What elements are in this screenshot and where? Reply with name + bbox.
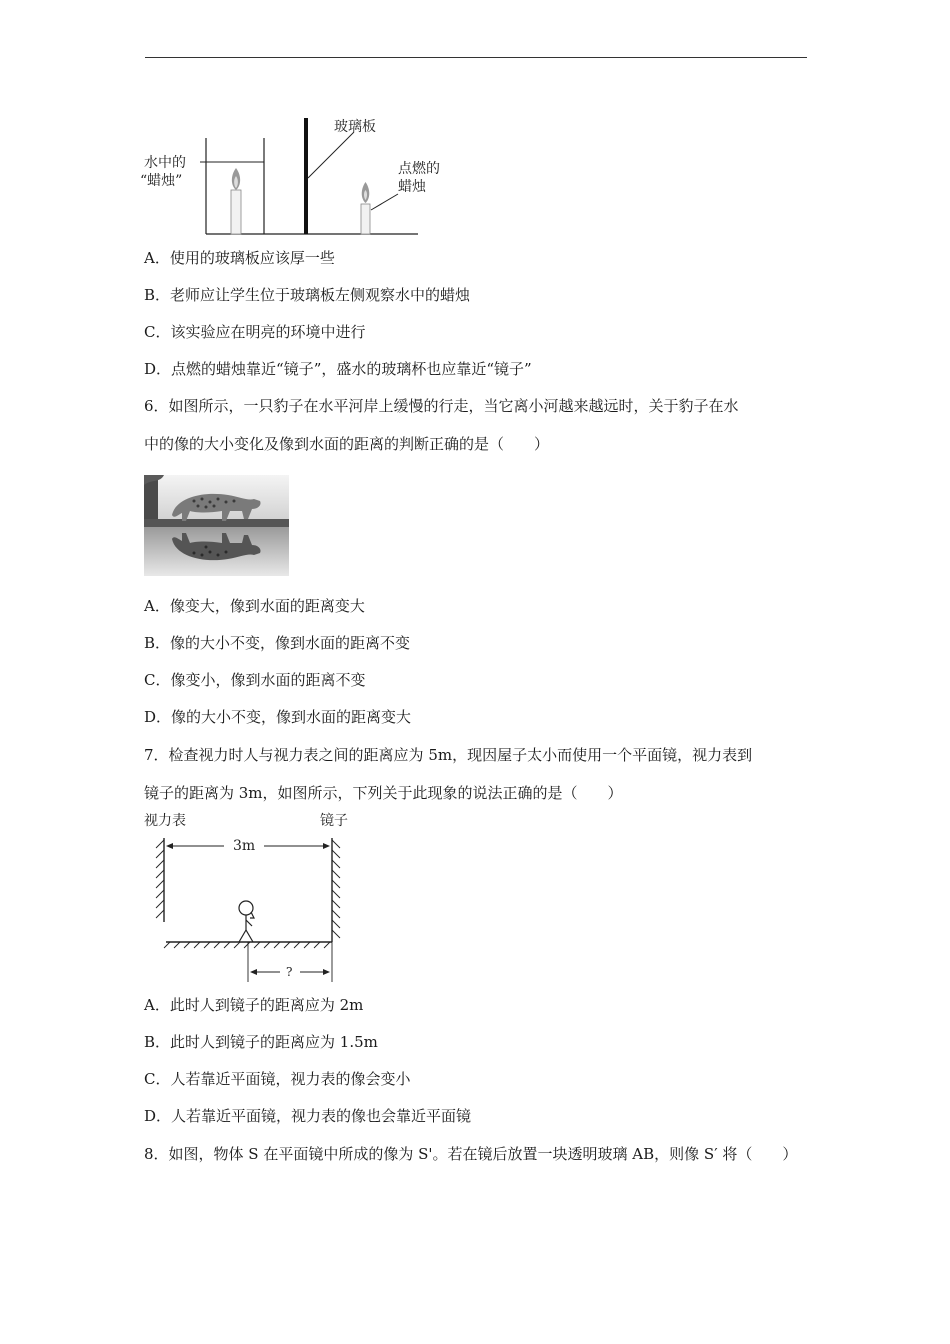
eye-chart-mirror-figure <box>140 810 380 985</box>
q6-line-2: 中的像的大小变化及像到水面的距离的判断正确的是（ ） <box>144 435 550 453</box>
q7-option-b: B．此时人到镜子的距离应为 1.5m <box>144 1033 378 1051</box>
q6-option-c: C．像变小，像到水面的距离不变 <box>144 671 366 689</box>
label-eye-chart: 视力表 <box>144 813 186 829</box>
person-figure <box>239 901 254 942</box>
q7-option-d: D．人若靠近平面镜，视力表的像也会靠近平面镜 <box>144 1107 472 1125</box>
q5-option-a: A．使用的玻璃板应该厚一些 <box>144 249 335 267</box>
q5-option-d: D．点燃的蜡烛靠近“镜子”，盛水的玻璃杯也应靠近“镜子” <box>144 360 532 378</box>
q7-line-1: 7．检查视力时人与视力表之间的距离应为 5m，现因屋子太小而使用一个平面镜，视力表到 <box>144 746 753 764</box>
q6-option-b: B．像的大小不变，像到水面的距离不变 <box>144 634 411 652</box>
q6-option-d: D．像的大小不变，像到水面的距离变大 <box>144 708 412 726</box>
lit-candle <box>361 204 370 234</box>
label-lit-candle-2: 蜡烛 <box>398 179 426 195</box>
label-mirror: 镜子 <box>320 813 348 829</box>
candle-glass-figure <box>140 110 460 240</box>
label-water-candle-1: 水中的 <box>144 155 186 171</box>
q8-line: 8．如图，物体 S 在平面镜中所成的像为 S'。若在镜后放置一块透明玻璃 AB，则像 S′ 将（ ） <box>144 1145 798 1163</box>
label-3m: 3m <box>233 838 256 854</box>
label-glass: 玻璃板 <box>334 119 376 135</box>
water-candle <box>231 190 241 234</box>
label-unknown-distance: ? <box>286 965 293 979</box>
leopard-photo <box>144 475 289 576</box>
label-water-candle-2: “蜡烛” <box>140 173 183 189</box>
header-rule <box>145 57 807 58</box>
q7-line-2: 镜子的距离为 3m，如图所示，下列关于此现象的说法正确的是（ ） <box>144 784 623 802</box>
q6-line-1: 6．如图所示，一只豹子在水平河岸上缓慢的行走，当它离小河越来越远时，关于豹子在水 <box>144 397 739 415</box>
q7-option-a: A．此时人到镜子的距离应为 2m <box>144 996 364 1014</box>
q5-option-c: C．该实验应在明亮的环境中进行 <box>144 323 366 341</box>
q7-option-c: C．人若靠近平面镜，视力表的像会变小 <box>144 1070 411 1088</box>
q5-option-b: B．老师应让学生位于玻璃板左侧观察水中的蜡烛 <box>144 286 471 304</box>
label-lit-candle-1: 点燃的 <box>398 161 440 177</box>
q6-option-a: A．像变大，像到水面的距离变大 <box>144 597 365 615</box>
glass-plate <box>304 118 308 234</box>
